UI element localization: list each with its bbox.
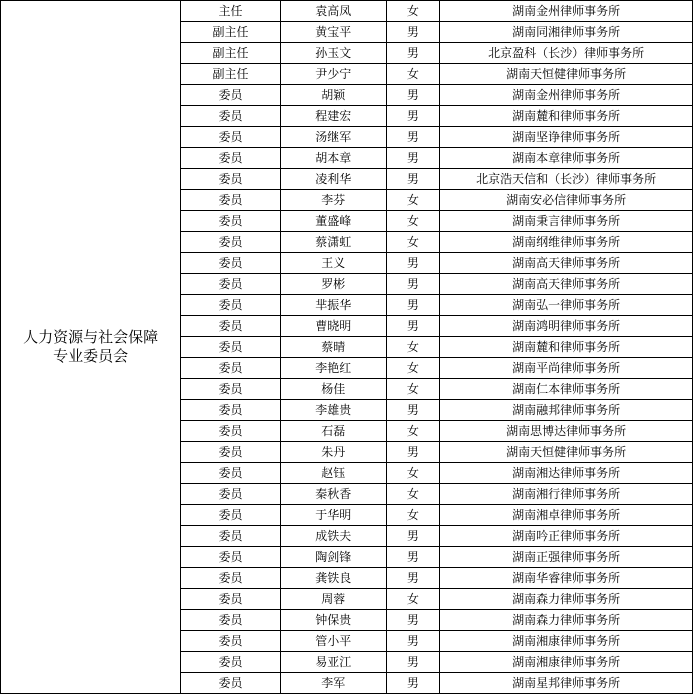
role-cell: 委员: [181, 106, 281, 127]
role-cell: 副主任: [181, 64, 281, 85]
gender-cell: 男: [386, 169, 440, 190]
name-cell: 李军: [280, 673, 386, 694]
name-cell: 蔡晴: [280, 337, 386, 358]
name-cell: 龚铁良: [280, 568, 386, 589]
gender-cell: 男: [386, 442, 440, 463]
firm-cell: 湖南平尚律师事务所: [440, 358, 693, 379]
member-rows: [1, 1, 693, 694]
name-cell: 袁高凤: [280, 1, 386, 22]
gender-cell: 男: [386, 253, 440, 274]
gender-cell: 女: [386, 337, 440, 358]
firm-cell: 湖南湘行律师事务所: [440, 484, 693, 505]
name-cell: 蔡潇虹: [280, 232, 386, 253]
firm-cell: 湖南森力律师事务所: [440, 589, 693, 610]
gender-cell: 女: [386, 1, 440, 22]
role-cell: 委员: [181, 190, 281, 211]
gender-cell: 男: [386, 148, 440, 169]
name-cell: 胡颖: [280, 85, 386, 106]
firm-cell: 湖南纲维律师事务所: [440, 232, 693, 253]
name-cell: 罗彬: [280, 274, 386, 295]
firm-cell: 湖南天恒健律师事务所: [440, 64, 693, 85]
name-cell: 凌利华: [280, 169, 386, 190]
gender-cell: 男: [386, 526, 440, 547]
role-cell: 委员: [181, 148, 281, 169]
gender-cell: 女: [386, 64, 440, 85]
firm-cell: 湖南森力律师事务所: [440, 610, 693, 631]
role-cell: 委员: [181, 253, 281, 274]
role-cell: 委员: [181, 232, 281, 253]
gender-cell: 男: [386, 127, 440, 148]
name-cell: 周蓉: [280, 589, 386, 610]
name-cell: 成铁夫: [280, 526, 386, 547]
role-cell: 委员: [181, 631, 281, 652]
role-cell: 委员: [181, 442, 281, 463]
role-cell: 委员: [181, 379, 281, 400]
role-cell: 委员: [181, 295, 281, 316]
firm-cell: 湖南湘达律师事务所: [440, 463, 693, 484]
role-cell: 委员: [181, 358, 281, 379]
role-cell: 委员: [181, 85, 281, 106]
gender-cell: 男: [386, 631, 440, 652]
firm-cell: 湖南湘康律师事务所: [440, 652, 693, 673]
gender-cell: 男: [386, 316, 440, 337]
name-cell: 汤继军: [280, 127, 386, 148]
name-cell: 王义: [280, 253, 386, 274]
firm-cell: 湖南高天律师事务所: [440, 274, 693, 295]
role-cell: 委员: [181, 484, 281, 505]
firm-cell: 湖南仁本律师事务所: [440, 379, 693, 400]
name-cell: 李雄贵: [280, 400, 386, 421]
name-cell: 石磊: [280, 421, 386, 442]
firm-cell: 湖南思博达律师事务所: [440, 421, 693, 442]
gender-cell: 女: [386, 190, 440, 211]
role-cell: 委员: [181, 589, 281, 610]
name-cell: 陶剑锋: [280, 547, 386, 568]
committee-name-cell: [1, 1, 181, 694]
firm-cell: 湖南金州律师事务所: [440, 85, 693, 106]
firm-cell: 湖南高天律师事务所: [440, 253, 693, 274]
gender-cell: 女: [386, 505, 440, 526]
gender-cell: 女: [386, 232, 440, 253]
name-cell: 尹少宁: [280, 64, 386, 85]
gender-cell: 男: [386, 43, 440, 64]
name-cell: 曹晓明: [280, 316, 386, 337]
name-cell: 李艳红: [280, 358, 386, 379]
firm-cell: 湖南麓和律师事务所: [440, 337, 693, 358]
role-cell: 委员: [181, 400, 281, 421]
firm-cell: 湖南星邦律师事务所: [440, 673, 693, 694]
firm-cell: 湖南同湘律师事务所: [440, 22, 693, 43]
name-cell: 杨佳: [280, 379, 386, 400]
role-cell: 委员: [181, 211, 281, 232]
role-cell: 委员: [181, 337, 281, 358]
firm-cell: 湖南安必信律师事务所: [440, 190, 693, 211]
firm-cell: 湖南天恒健律师事务所: [440, 442, 693, 463]
gender-cell: 女: [386, 358, 440, 379]
firm-cell: 北京浩天信和（长沙）律师事务所: [440, 169, 693, 190]
name-cell: 钟保贵: [280, 610, 386, 631]
firm-cell: 湖南湘卓律师事务所: [440, 505, 693, 526]
gender-cell: 男: [386, 85, 440, 106]
name-cell: 芈振华: [280, 295, 386, 316]
name-cell: 黄宝平: [280, 22, 386, 43]
firm-cell: 湖南坚诤律师事务所: [440, 127, 693, 148]
firm-cell: 湖南正强律师事务所: [440, 547, 693, 568]
gender-cell: 男: [386, 274, 440, 295]
gender-cell: 男: [386, 568, 440, 589]
gender-cell: 女: [386, 589, 440, 610]
name-cell: 董盛峰: [280, 211, 386, 232]
role-cell: 委员: [181, 169, 281, 190]
firm-cell: 湖南秉言律师事务所: [440, 211, 693, 232]
firm-cell: 北京盈科（长沙）律师事务所: [440, 43, 693, 64]
firm-cell: 湖南弘一律师事务所: [440, 295, 693, 316]
role-cell: 委员: [181, 421, 281, 442]
firm-cell: 湖南鸿明律师事务所: [440, 316, 693, 337]
table-row: [1, 1, 693, 22]
name-cell: 赵钰: [280, 463, 386, 484]
gender-cell: 男: [386, 22, 440, 43]
role-cell: 委员: [181, 673, 281, 694]
gender-cell: 男: [386, 547, 440, 568]
role-cell: 副主任: [181, 43, 281, 64]
role-cell: 委员: [181, 568, 281, 589]
role-cell: 委员: [181, 505, 281, 526]
name-cell: 程建宏: [280, 106, 386, 127]
gender-cell: 男: [386, 610, 440, 631]
gender-cell: 女: [386, 379, 440, 400]
gender-cell: 女: [386, 463, 440, 484]
role-cell: 委员: [181, 316, 281, 337]
committee-name-line-1: 人力资源与社会保障: [23, 328, 159, 346]
name-cell: 朱丹: [280, 442, 386, 463]
role-cell: 委员: [181, 274, 281, 295]
name-cell: 李芬: [280, 190, 386, 211]
gender-cell: 男: [386, 295, 440, 316]
firm-cell: 湖南麓和律师事务所: [440, 106, 693, 127]
name-cell: 孙玉文: [280, 43, 386, 64]
gender-cell: 女: [386, 211, 440, 232]
role-cell: 委员: [181, 127, 281, 148]
role-cell: 委员: [181, 526, 281, 547]
role-cell: 委员: [181, 610, 281, 631]
gender-cell: 男: [386, 400, 440, 421]
gender-cell: 男: [386, 652, 440, 673]
firm-cell: 湖南湘康律师事务所: [440, 631, 693, 652]
committee-name-line-2: 专业委员会: [53, 347, 129, 365]
gender-cell: 男: [386, 106, 440, 127]
name-cell: 胡本章: [280, 148, 386, 169]
firm-cell: 湖南吟正律师事务所: [440, 526, 693, 547]
firm-cell: 湖南融邦律师事务所: [440, 400, 693, 421]
role-cell: 委员: [181, 547, 281, 568]
role-cell: 委员: [181, 652, 281, 673]
name-cell: 于华明: [280, 505, 386, 526]
firm-cell: 湖南金州律师事务所: [440, 1, 693, 22]
role-cell: 主任: [181, 1, 281, 22]
role-cell: 副主任: [181, 22, 281, 43]
firm-cell: 湖南本章律师事务所: [440, 148, 693, 169]
role-cell: 委员: [181, 463, 281, 484]
gender-cell: 女: [386, 421, 440, 442]
name-cell: 管小平: [280, 631, 386, 652]
name-cell: 秦秋香: [280, 484, 386, 505]
firm-cell: 湖南华睿律师事务所: [440, 568, 693, 589]
name-cell: 易亚江: [280, 652, 386, 673]
gender-cell: 男: [386, 673, 440, 694]
gender-cell: 女: [386, 484, 440, 505]
